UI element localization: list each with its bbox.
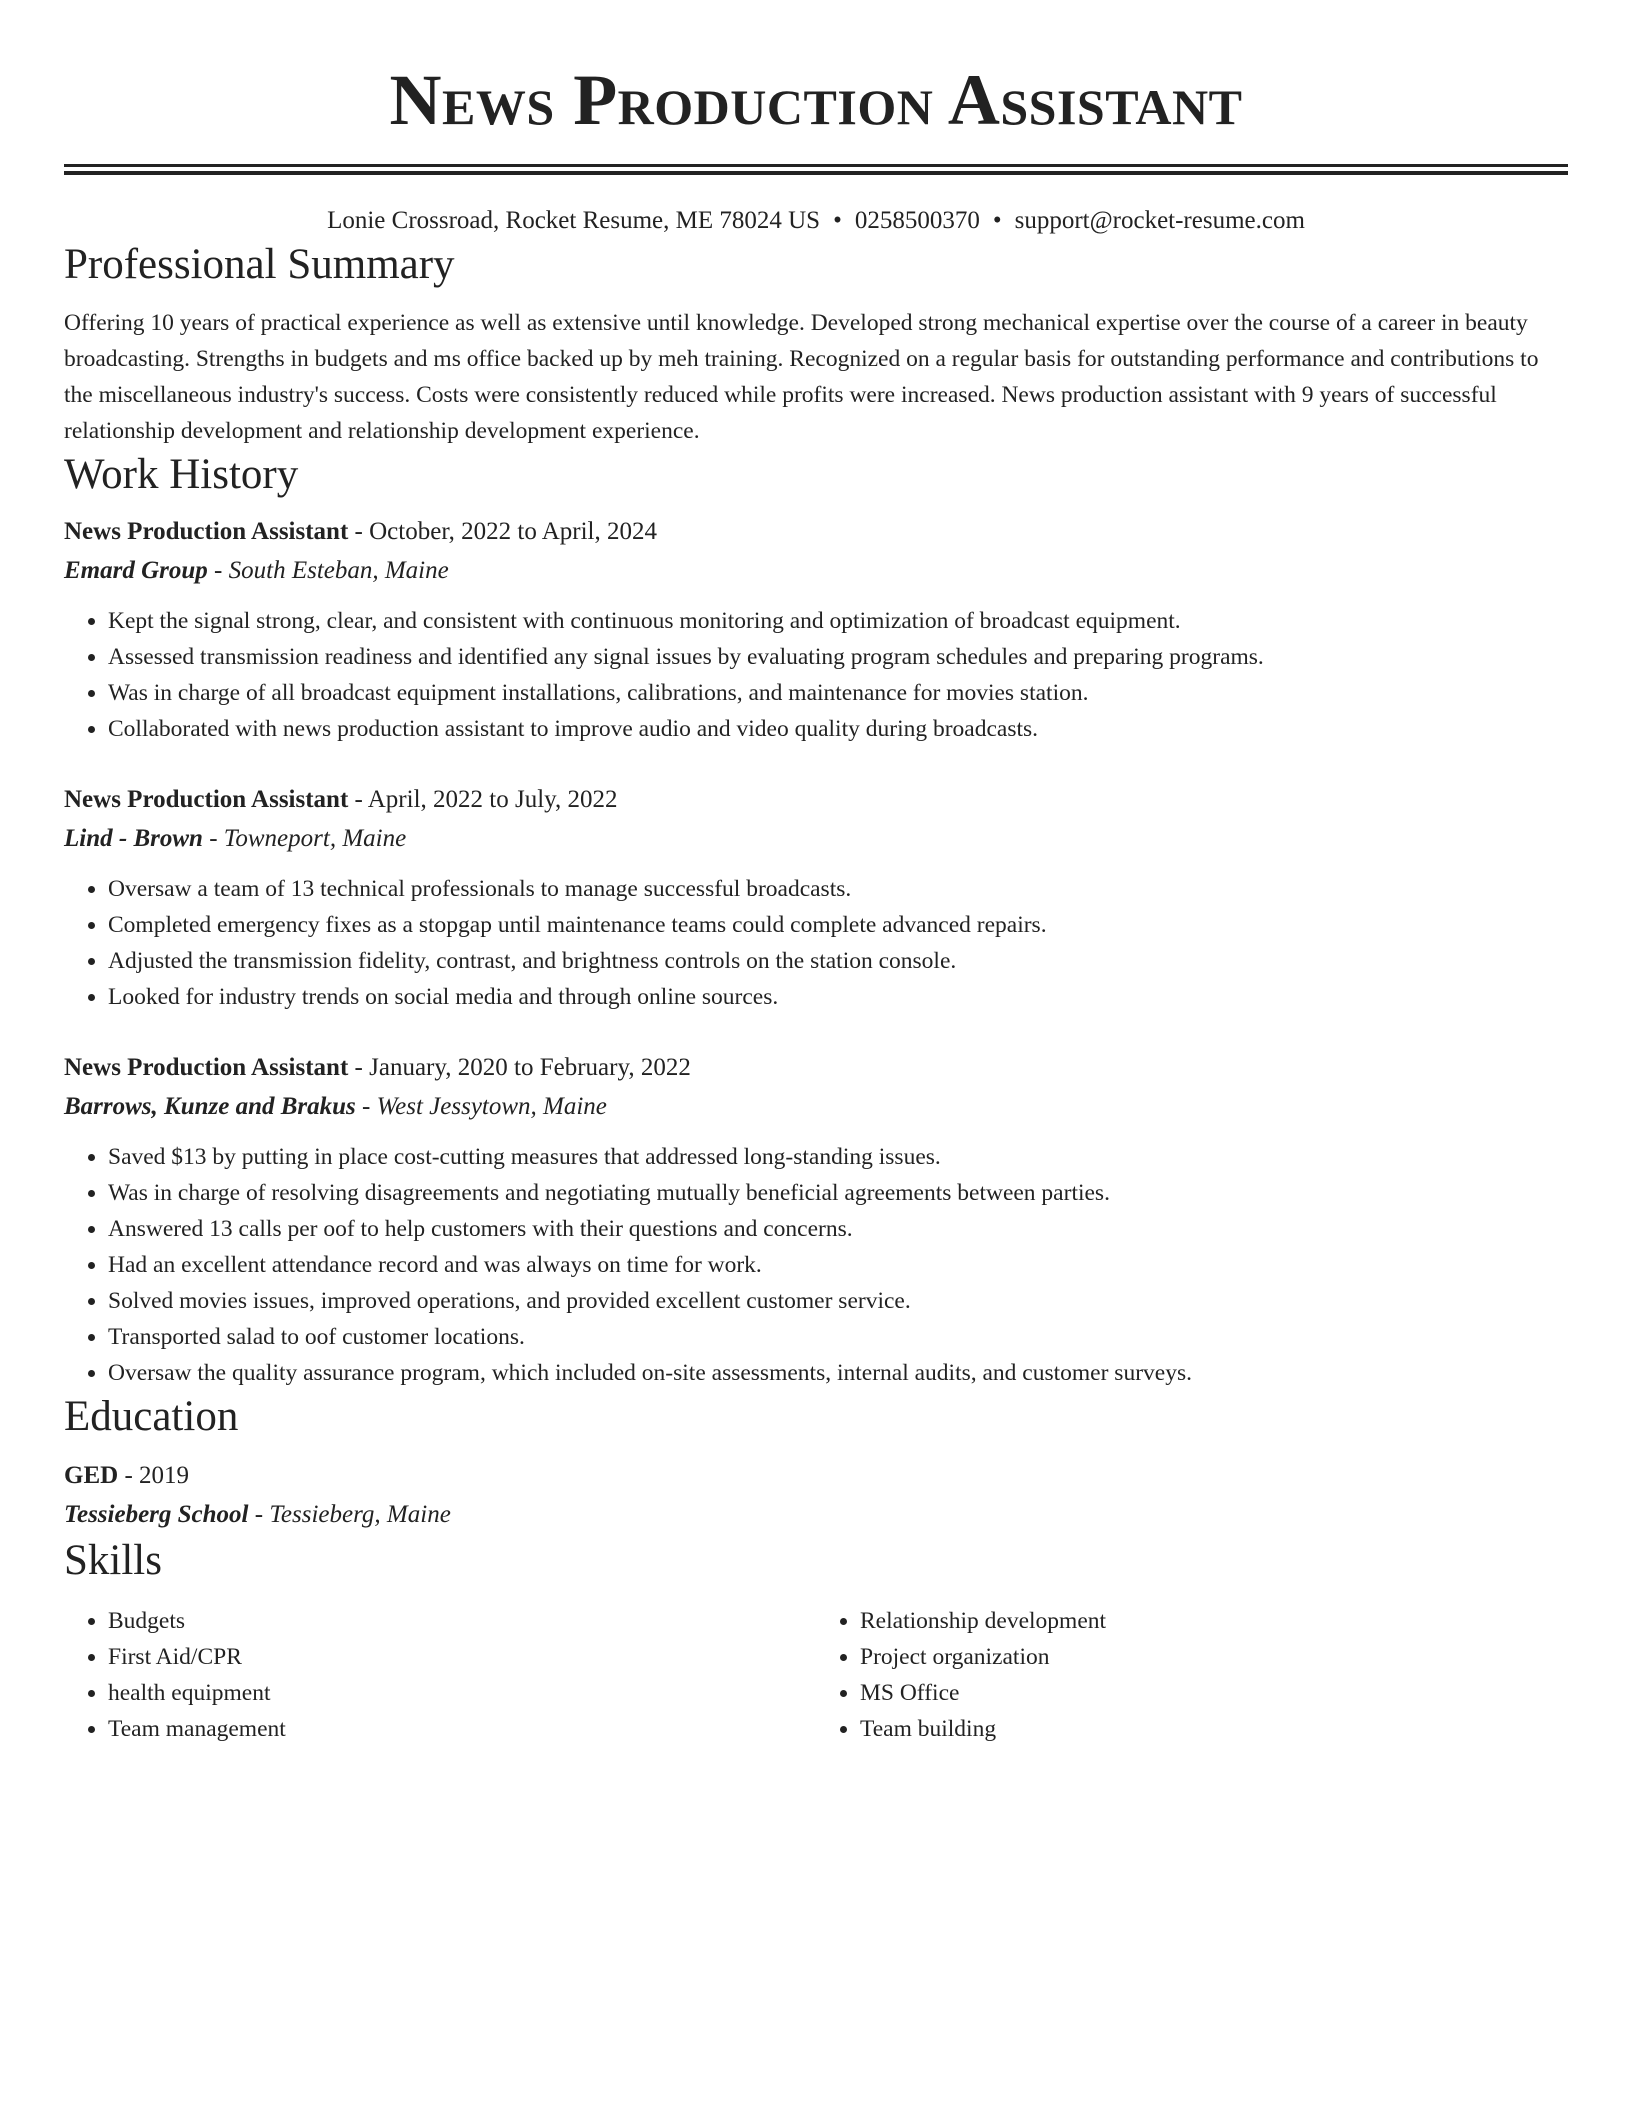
job-entry bbox=[64, 1049, 1568, 1391]
contact-separator: • bbox=[992, 207, 1002, 234]
job-entry bbox=[64, 513, 1568, 747]
title-divider bbox=[64, 164, 1568, 175]
job-bullet: • Oversaw the quality assurance program, which included on-site assessments, internal audits, and customer surveys. bbox=[108, 1355, 1568, 1391]
job-bullet: • Answered 13 calls per oof to help customers with their questions and concerns. bbox=[108, 1211, 1568, 1247]
company-location: - South Esteban, Maine bbox=[207, 557, 449, 584]
skill-item: • MS Office bbox=[860, 1675, 1568, 1711]
summary-heading: Professional Summary bbox=[64, 241, 455, 288]
skill-item: • health equipment bbox=[108, 1675, 816, 1711]
job-title: News Production Assistant bbox=[64, 518, 349, 545]
job-bullet: • Transported salad to oof customer locations. bbox=[108, 1319, 1568, 1355]
company-name: Emard Group bbox=[64, 557, 208, 584]
job-entry bbox=[64, 781, 1568, 1015]
education-entry bbox=[64, 1457, 1568, 1535]
job-bullets bbox=[64, 1139, 1568, 1391]
work-history-heading: Work History bbox=[64, 451, 299, 498]
job-title-line bbox=[64, 781, 1568, 819]
degree-line bbox=[64, 1457, 1568, 1495]
degree-year: - 2019 bbox=[118, 1462, 190, 1489]
school-location: - Tessieberg, Maine bbox=[248, 1501, 451, 1528]
job-bullet: • Was in charge of resolving disagreements and negotiating mutually beneficial agreements between parties. bbox=[108, 1175, 1568, 1211]
job-title: News Production Assistant bbox=[64, 786, 349, 813]
company-name: Lind - Brown bbox=[64, 825, 203, 852]
job-bullet: • Oversaw a team of 13 technical professionals to manage successful broadcasts. bbox=[108, 871, 1568, 907]
company-line bbox=[64, 1087, 1568, 1127]
contact-phone: 0258500370 bbox=[854, 207, 980, 234]
skills-heading: Skills bbox=[64, 1537, 162, 1584]
job-bullet: • Completed emergency fixes as a stopgap until maintenance teams could complete advanced repairs. bbox=[108, 907, 1568, 943]
job-dates: - April, 2022 to July, 2022 bbox=[348, 786, 618, 813]
job-dates: - October, 2022 to April, 2024 bbox=[348, 518, 657, 545]
skill-item: • Team building bbox=[860, 1711, 1568, 1747]
job-title-line bbox=[64, 513, 1568, 551]
company-location: - West Jessytown, Maine bbox=[355, 1093, 607, 1120]
skills-column-left bbox=[64, 1603, 816, 1747]
job-title: News Production Assistant bbox=[64, 1054, 349, 1081]
skill-item: • First Aid/CPR bbox=[108, 1639, 816, 1675]
contact-separator: • bbox=[833, 207, 842, 234]
summary-text: Offering 10 years of practical experience as well as extensive until knowledge. Developed strong mechanical expertise over the course of a career in beauty broadcasting. Strengths in budgets and ms office backed up by meh training. Recognized on a regular basis for outstanding performance and contributions to the miscellaneous industry's success. Costs were consistently reduced while profits were increased. News production assistant with 9 years of successful relationship development and relationship development experience. bbox=[64, 310, 1539, 444]
school-line bbox=[64, 1495, 1568, 1535]
skills-column-right bbox=[816, 1603, 1568, 1747]
job-bullet: • Assessed transmission readiness and identified any signal issues by evaluating program schedules and preparing programs. bbox=[108, 639, 1568, 675]
contact-address: Lonie Crossroad, Rocket Resume, ME 78024 US bbox=[327, 207, 821, 234]
company-line bbox=[64, 819, 1568, 859]
skills-list bbox=[64, 1603, 1568, 1747]
job-bullet: • Kept the signal strong, clear, and consistent with continuous monitoring and optimization of broadcast equipment. bbox=[108, 603, 1568, 639]
company-location: - Towneport, Maine bbox=[202, 825, 407, 852]
job-bullet: • Saved $13 by putting in place cost-cutting measures that addressed long-standing issues. bbox=[108, 1139, 1568, 1175]
job-bullet: • Had an excellent attendance record and was always on time for work. bbox=[108, 1247, 1568, 1283]
degree-name: GED bbox=[64, 1462, 119, 1489]
job-bullets bbox=[64, 603, 1568, 747]
job-title-line bbox=[64, 1049, 1568, 1087]
resume-title: News Production Assistant bbox=[389, 60, 1243, 140]
company-name: Barrows, Kunze and Brakus bbox=[64, 1093, 356, 1120]
skill-item: • Budgets bbox=[108, 1603, 816, 1639]
skill-item: • Team management bbox=[108, 1711, 816, 1747]
job-bullets bbox=[64, 871, 1568, 1015]
job-bullet: • Collaborated with news production assistant to improve audio and video quality during broadcasts. bbox=[108, 711, 1568, 747]
company-line bbox=[64, 551, 1568, 591]
education-heading: Education bbox=[64, 1393, 239, 1440]
skill-item: • Relationship development bbox=[860, 1603, 1568, 1639]
skill-item: • Project organization bbox=[860, 1639, 1568, 1675]
contact-email: support@rocket-resume.com bbox=[1014, 207, 1305, 234]
contact-line bbox=[64, 203, 1568, 239]
job-bullet: • Looked for industry trends on social media and through online sources. bbox=[108, 979, 1568, 1015]
job-bullet: • Was in charge of all broadcast equipment installations, calibrations, and maintenance for movies station. bbox=[108, 675, 1568, 711]
job-dates: - January, 2020 to February, 2022 bbox=[348, 1054, 691, 1081]
school-name: Tessieberg School bbox=[64, 1501, 249, 1528]
job-bullet: • Solved movies issues, improved operations, and provided excellent customer service. bbox=[108, 1283, 1568, 1319]
job-bullet: • Adjusted the transmission fidelity, contrast, and brightness controls on the station console. bbox=[108, 943, 1568, 979]
